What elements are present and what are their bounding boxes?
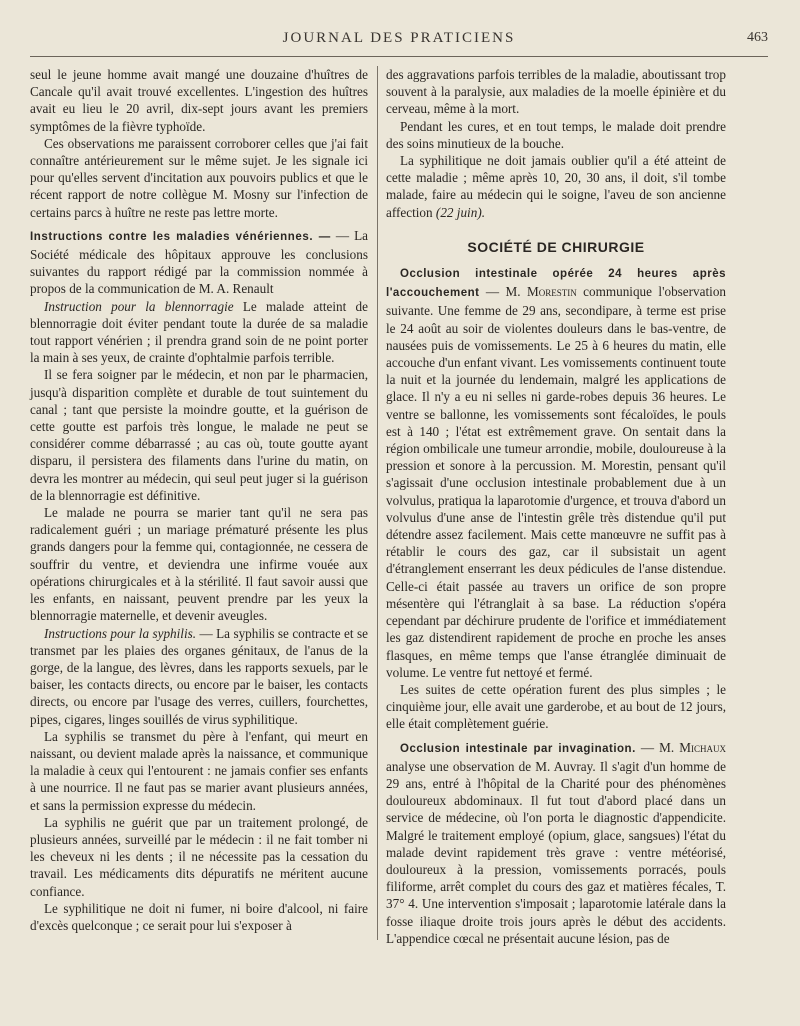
section-title-societe: SOCIÉTÉ DE CHIRURGIE [467, 238, 645, 255]
paragraph-oublier [386, 152, 726, 221]
paragraph-blennorragie [30, 298, 368, 367]
journal-title: JOURNAL DES PRATICIENS [282, 30, 516, 46]
syphilis-text: — La syphilis se contracte et se transmet par les plaies des organes génitaux, de l'anus de la gorge, de la langue, des lèvres, dans les rapports sexuels, par le baiser, les contacts directs, ou encore par le baiser, les contacts directs, ou encore par l'usage des verres, cuillers, fourchettes, pipes, cigares, linges souillés de virus syphilitique. [30, 625, 368, 727]
invagination-heading: Occlusion intestinale par invagination. [400, 742, 636, 755]
invagination-author: Michaux [679, 739, 726, 755]
occlusion-text: communique l'observation suivante. Une femme de 29 ans, secondipare, à terme est prise le 24 août au soir de violentes douleurs dans le bas-ventre, de nausées puis de vomissements. Le 25 à 6 heures du matin, elle accouche d'un enfant vivant. Les vomissements continuent toute la nuit et la journée du lendemain, malgré les applications de glace. Il n'y a eu ni selles ni garde-robes depuis 36 heures. Le ventre se ballonne, les vomissements sont fécaloïdes, le pouls est à 140 ; l'état est extrêmement grave. On sentait dans la région ombilicale une tumeur arrondie, mobile, douloureuse à la pression et sonore à la percussion. M. Morestin, pensant qu'il s'agissait d'une occlusion intestinale probablement due à un volvulus, pratiqua la laparotomie d'urgence, et trouva d'abord un volvulus d'une anse de l'intestin grêle très distendue qu'il put détendre assez facilement. Mais cette manœuvre ne suffit pas à rétablir le cours des gaz, car il subsistait un agent d'étranglement enserrant les deux pédicules de l'anse distendue. Celle-ci était passée au travers un orifice de son propre mésentère qui l'étranglait à sa base. La réduction s'opéra cependant par déchirure prudente de l'orifice et immédiatement les gaz distendirent rapidement de proche en proche les anses flasques, en même temps que l'anse étranglée diminuait de volume. Le ventre fut nettoyé et fermé. [386, 284, 727, 680]
instructions-intro: — La Société médicale des hôpitaux approuve les conclusions suivantes du rapport rédigé par la commission nommée à propos de la communication de M. A. Renault [30, 227, 368, 297]
paragraph-fumer: Le syphilitique ne doit ni fumer, ni boire d'alcool, ni faire d'excès quelconque ; ce serait pour lui s'exposer à [30, 900, 368, 933]
occlusion-author: Morestin [526, 284, 577, 300]
syphilis-label: Instructions pour la syphilis. [44, 625, 197, 641]
paragraph-soigner: Il se fera soigner par le médecin, et non par le pharmacien, jusqu'à disparition complète et durable de tout suintement du canal ; tant que persiste la moindre goutte, et la guérison de cette goutte est parfois très longue, le malade ne peut se considérer comme débarrassé ; au cas où, toute goutte ayant disparu, il persistera des filaments dans l'urine du matin, on devra les montrer au médecin, qui seul peut juger si la guérison de la blennorragie est définitive. [30, 367, 368, 503]
paragraph-guerit: La syphilis ne guérit que par un traitement prolongé, de plusieurs années, surveillé par le médecin : il ne fait tomber ni les cheveux ni les dents ; il ne nécessite pas la cessation du travail. Les médicaments dits dépuratifs ne méritent aucune confiance. [30, 814, 368, 899]
paragraph-transmet: La syphilis se transmet du père à l'enfant, qui meurt en naissant, ou devient malade après la naissance, et communique la maladie à ceux qui l'entourent : ne jamais confier ses enfants à une nourrice. Il ne faut pas se marier avant plusieurs années, et sans la permission expresse du médecin. [30, 728, 368, 813]
paragraph-suites: Les suites de cette opération furent des plus simples ; le cinquième jour, elle avait une garderobe, et au bout de 12 jours, elle était complètement guérie. [386, 681, 726, 732]
section-instructions [30, 227, 368, 298]
left-column [30, 66, 368, 934]
paragraph-huitres: seul le jeune homme avait mangé une douzaine d'huîtres de Cancale qu'il avait trouvé excellentes. L'ingestion des huîtres avait eu lieu le 20 avril, dix-sept jours avant les premiers symptômes de la fièvre typhoïde. [30, 67, 368, 134]
blennorragie-label: Instruction pour la blennorragie [44, 298, 234, 314]
paragraph-observations: Ces observations me paraissent corroborer celles que j'ai fait connaître antérieurement sur le même sujet. Je les signale ici pour qu'elles servent d'incitation aux pouvoirs publics et que le récent rapport de notre collègue M. Mosny sur l'infection de certains parcs à huître ne reste pas lettre morte. [30, 135, 368, 220]
occlusion-heading: Occlusion intestinale opérée 24 heures après l'accouchement [386, 268, 726, 300]
column-divider [377, 66, 378, 940]
paragraph-aggravations: des aggravations parfois terribles de la maladie, aboutissant trop souvent à la paralysie, aux maladies de la moelle épinière et du cerveau, même à la mort. [386, 67, 726, 117]
oublier-text: La syphilitique ne doit jamais oublier qu'il a été atteint de cette maladie ; même après 10, 20, 30 ans, il doit, s'il tombe malade, faire au médecin qui le soigne, l'aveu de son ancienne affection [386, 153, 726, 220]
paragraph-occlusion [386, 264, 726, 681]
paragraph-syphilis [30, 625, 368, 728]
right-column [386, 66, 726, 947]
running-header [30, 22, 768, 57]
invagination-text: analyse une observation de M. Auvray. Il s'agit d'un homme de 29 ans, entré à l'hôpital de la Charité pour des phénomènes douloureux abdominaux. Il fut tout d'abord placé dans un service de médecine, où l'on porta le diagnostic d'appendicite. Malgré le traitement employé (opium, glace, sangsues) l'état du malade devint rapidement très grave : ventre météorisé, douloureux à la pression, vomissements porracés, pouls filiforme, arrêt complet du cours des gaz et matières fécales, T. 37° 4. Une intervention s'imposait ; laparotomie latérale dans la fosse iliaque droite trois jours après le début des accidents. L'appendice cœcal ne présentait aucune lésion, pas de [386, 758, 726, 946]
oublier-date: (22 juin). [435, 204, 486, 220]
paragraph-invagination [386, 739, 726, 947]
occlusion-dash: — M. [479, 284, 527, 300]
page-number: 463 [747, 30, 768, 45]
blennorragie-text: Le malade atteint de blennorragie doit éviter pendant toute la durée de sa maladie tout rapport vénérien ; il prendra grand soin de ne point porter la main à ses yeux, de crainte d'ophtalmie parfois terrible. [30, 298, 368, 366]
invagination-dash: — M. [635, 739, 680, 755]
paragraph-marier: Le malade ne pourra se marier tant qu'il ne sera pas radicalement guéri ; un mariage prématuré présente les plus grands dangers pour la femme qui, contagionnée, ne cessera de souffrir du ventre, et deviendra une infirme vouée aux opérations chirurgicales et à la stérilité. Il faut savoir aussi que les enfants, en naissant, peuvent prendre par les yeux la blennorragie maternelle, et devenir aveugles. [30, 505, 368, 624]
paragraph-cures: Pendant les cures, et en tout temps, le malade doit prendre des soins minutieux de la bouche. [386, 118, 726, 151]
section-heading-instructions: Instructions contre les maladies vénériennes. — [30, 230, 331, 243]
